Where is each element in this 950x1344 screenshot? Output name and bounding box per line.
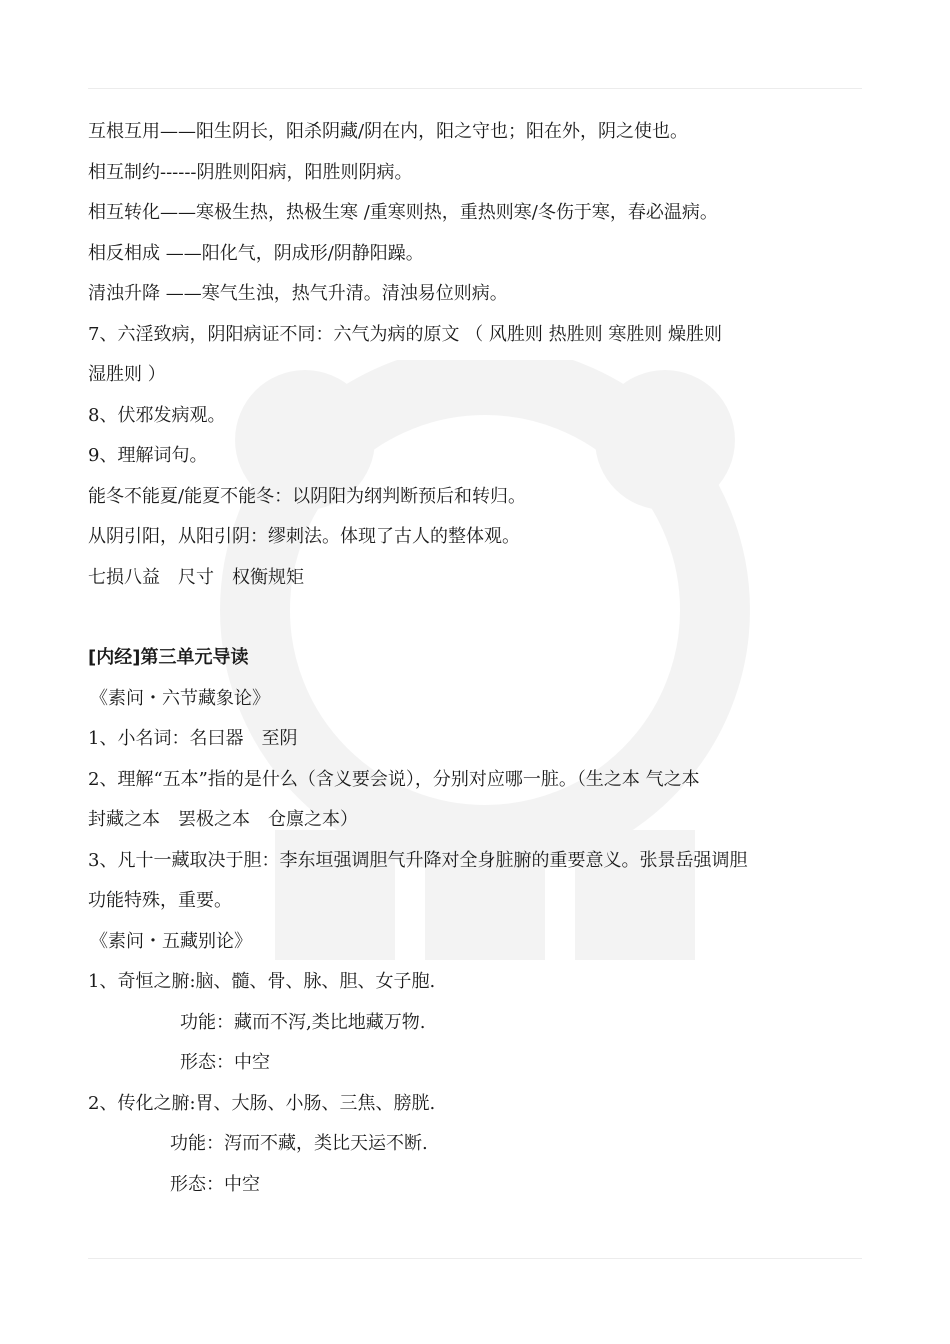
list-item-function: 功能：泻而不藏，类比天运不断. (170, 1133, 428, 1154)
list-item-title: 1、奇恒之腑:脑、髓、骨、脉、胆、女子胞. (88, 971, 436, 992)
text-line: 湿胜则 ） (88, 364, 166, 385)
text-line: 相互转化——寒极生热，热极生寒 /重寒则热，重热则寒/冬伤于寒，春必温病。 (88, 202, 718, 223)
list-item-form: 形态：中空 (180, 1052, 270, 1073)
text-line: 9、理解词句。 (88, 445, 208, 466)
text-line: 7、六淫致病，阴阳病证不同：六气为病的原文 （ 风胜则 热胜则 寒胜则 燥胜则 (88, 323, 723, 345)
document-body (88, 112, 848, 1205)
text-line: 2、理解“五本”指的是什么（含义要会说），分别对应哪一脏。（生之本 气之本 (88, 768, 700, 790)
text-line: 能冬不能夏/能夏不能冬：以阴阳为纲判断预后和转归。 (88, 485, 527, 507)
text-line: 3、凡十一藏取决于胆：李东垣强调胆气升降对全身脏腑的重要意义。张景岳强调胆 (88, 849, 748, 871)
text-line: 相互制约------阴胜则阳病，阳胜则阴病。 (88, 161, 413, 183)
text-line: 封藏之本 罢极之本 仓廪之本） (88, 809, 358, 830)
book-title: 《素问・六节藏象论》 (90, 687, 270, 709)
section-spacer (88, 598, 848, 638)
text-line: 七损八益 尺寸 权衡规矩 (88, 566, 304, 588)
list-item-form: 形态：中空 (170, 1173, 260, 1195)
text-line: 从阴引阳，从阳引阴：缪刺法。体现了古人的整体观。 (88, 526, 520, 547)
list-item-function: 功能：藏而不泻,类比地藏万物. (180, 1011, 426, 1033)
footer-rule (88, 1258, 862, 1259)
book-title: 《素问・五藏别论》 (90, 930, 252, 952)
list-item-title: 2、传化之腑:胃、大肠、小肠、三焦、膀胱. (88, 1092, 436, 1114)
text-line: 功能特殊，重要。 (88, 890, 232, 911)
text-line: 互根互用——阳生阴长，阳杀阴藏/阴在内，阳之守也；阳在外，阴之使也。 (88, 121, 689, 142)
text-line: 相反相成 ——阳化气，阴成形/阴静阳躁。 (88, 242, 424, 264)
header-rule (88, 88, 862, 89)
text-line: 8、伏邪发病观。 (88, 404, 226, 426)
text-line: 1、小名词：名曰器 至阴 (88, 728, 298, 749)
section-heading: [内经]第三单元导读 (88, 647, 249, 668)
text-line: 清浊升降 ——寒气生浊，热气升清。清浊易位则病。 (88, 283, 508, 304)
